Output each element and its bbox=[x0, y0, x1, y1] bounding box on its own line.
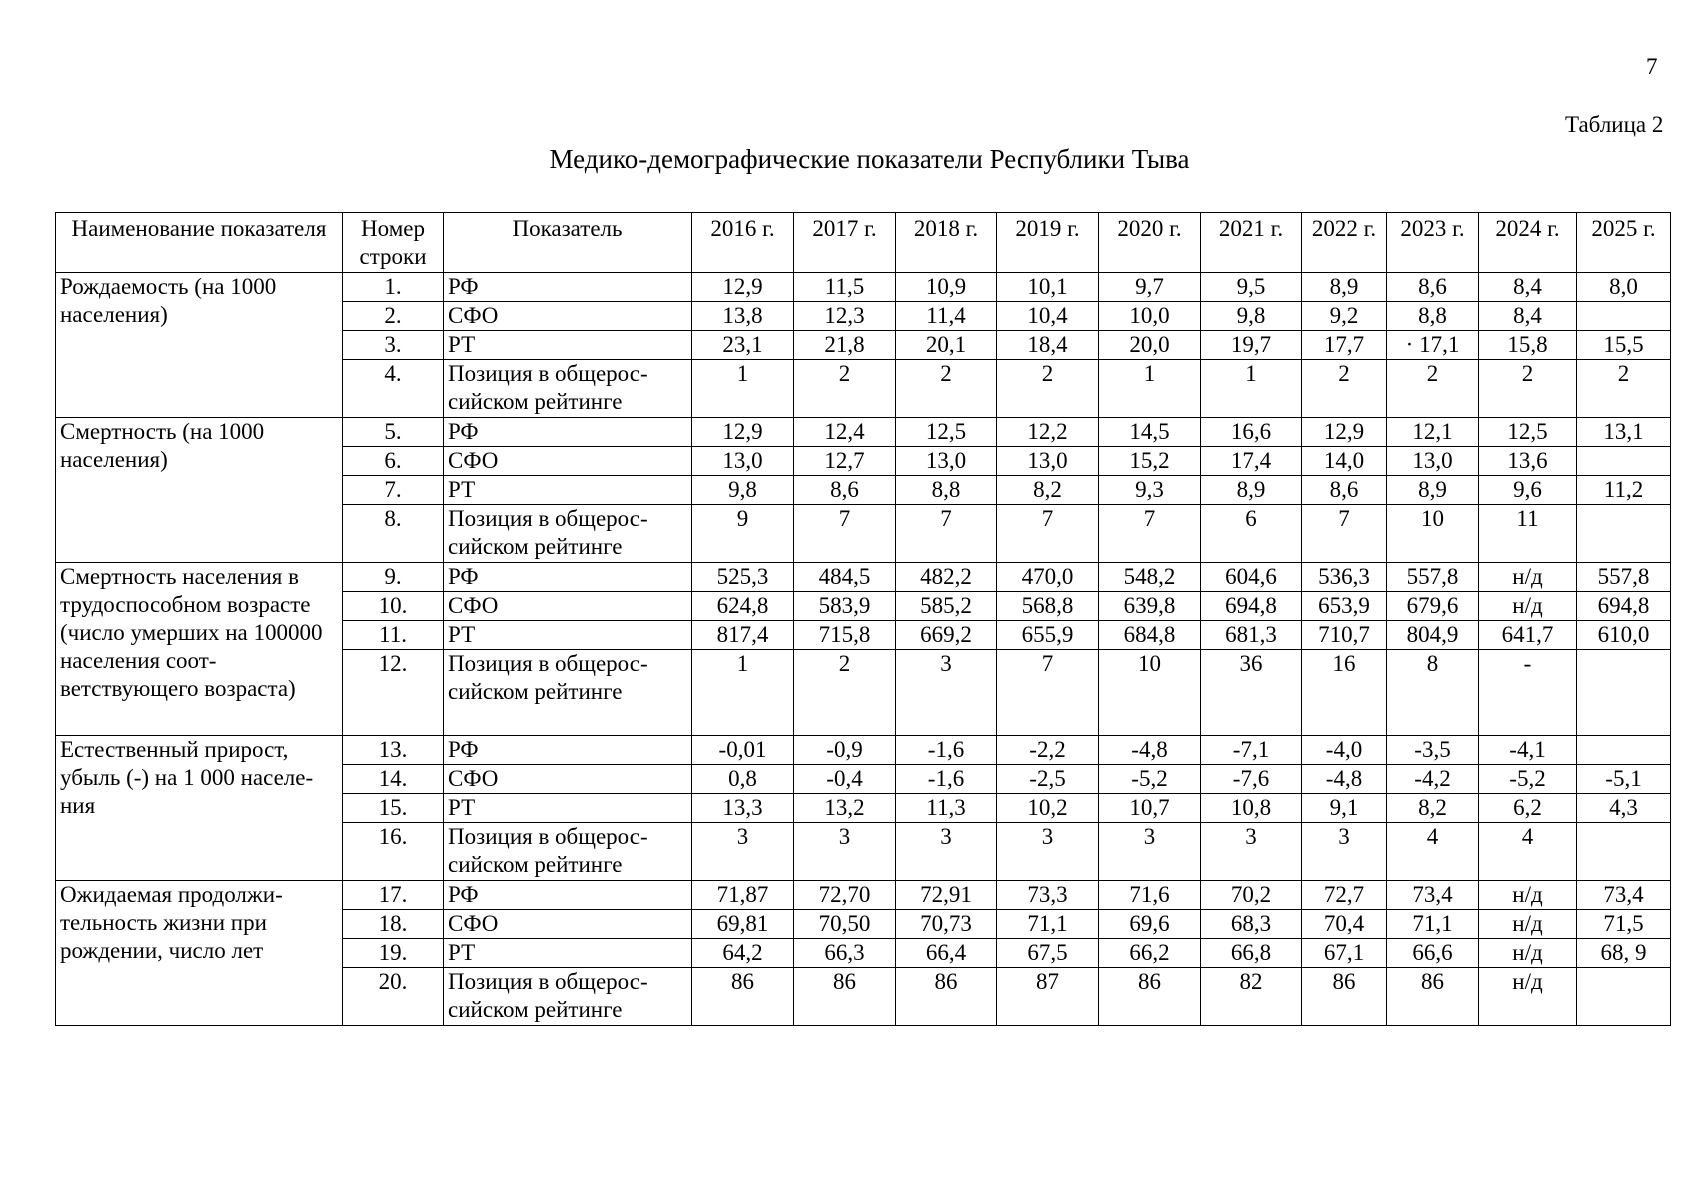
indicator-label: РТ bbox=[444, 476, 692, 505]
value-cell: 68, 9 bbox=[1577, 939, 1671, 968]
value-cell: 13,0 bbox=[1387, 447, 1479, 476]
value-cell: 8,8 bbox=[1387, 302, 1479, 331]
value-cell: 70,50 bbox=[794, 910, 896, 939]
value-cell: 7 bbox=[997, 650, 1099, 736]
indicator-label: СФО bbox=[444, 302, 692, 331]
value-cell: 86 bbox=[1099, 968, 1201, 1026]
value-cell: -7,1 bbox=[1201, 736, 1302, 765]
value-cell: · 17,1 bbox=[1387, 331, 1479, 360]
value-cell: 86 bbox=[896, 968, 997, 1026]
value-cell: 64,2 bbox=[692, 939, 794, 968]
value-cell: 3 bbox=[1302, 823, 1387, 881]
value-cell: 10 bbox=[1099, 650, 1201, 736]
value-cell: 8,2 bbox=[997, 476, 1099, 505]
indicator-label: РТ bbox=[444, 939, 692, 968]
value-cell: 9,8 bbox=[692, 476, 794, 505]
value-cell: 9,5 bbox=[1201, 273, 1302, 302]
value-cell: 13,3 bbox=[692, 794, 794, 823]
value-cell: -1,6 bbox=[896, 765, 997, 794]
value-cell: н/д bbox=[1479, 968, 1577, 1026]
row-number: 7. bbox=[343, 476, 444, 505]
value-cell: 7 bbox=[1099, 505, 1201, 563]
value-cell: 0,8 bbox=[692, 765, 794, 794]
value-cell: 82 bbox=[1201, 968, 1302, 1026]
value-cell: 715,8 bbox=[794, 621, 896, 650]
indicator-label: РФ bbox=[444, 881, 692, 910]
value-cell: 2 bbox=[997, 360, 1099, 418]
value-cell: 12,9 bbox=[1302, 418, 1387, 447]
value-cell: 641,7 bbox=[1479, 621, 1577, 650]
value-cell: 694,8 bbox=[1577, 592, 1671, 621]
indicator-label: СФО bbox=[444, 765, 692, 794]
row-number: 15. bbox=[343, 794, 444, 823]
value-cell: 13,2 bbox=[794, 794, 896, 823]
value-cell: 653,9 bbox=[1302, 592, 1387, 621]
value-cell: 2 bbox=[794, 360, 896, 418]
value-cell: 10,1 bbox=[997, 273, 1099, 302]
value-cell: 557,8 bbox=[1577, 563, 1671, 592]
header-year: 2023 г. bbox=[1387, 213, 1479, 273]
value-cell: 679,6 bbox=[1387, 592, 1479, 621]
value-cell: 12,5 bbox=[1479, 418, 1577, 447]
value-cell: 86 bbox=[794, 968, 896, 1026]
value-cell: 15,2 bbox=[1099, 447, 1201, 476]
row-number: 11. bbox=[343, 621, 444, 650]
value-cell: 23,1 bbox=[692, 331, 794, 360]
value-cell: 20,1 bbox=[896, 331, 997, 360]
value-cell: 66,3 bbox=[794, 939, 896, 968]
value-cell: н/д bbox=[1479, 910, 1577, 939]
value-cell: 72,70 bbox=[794, 881, 896, 910]
table-label: Таблица 2 bbox=[1565, 112, 1664, 137]
value-cell: 73,4 bbox=[1387, 881, 1479, 910]
indicator-label: СФО bbox=[444, 447, 692, 476]
value-cell: 669,2 bbox=[896, 621, 997, 650]
value-cell: 3 bbox=[692, 823, 794, 881]
value-cell: 655,9 bbox=[997, 621, 1099, 650]
value-cell: 11,5 bbox=[794, 273, 896, 302]
value-cell: -5,2 bbox=[1479, 765, 1577, 794]
value-cell: 710,7 bbox=[1302, 621, 1387, 650]
value-cell: 8,6 bbox=[794, 476, 896, 505]
value-cell: 9,8 bbox=[1201, 302, 1302, 331]
value-cell: 2 bbox=[1479, 360, 1577, 418]
value-cell: 15,8 bbox=[1479, 331, 1577, 360]
value-cell: 66,2 bbox=[1099, 939, 1201, 968]
value-cell: 2 bbox=[1302, 360, 1387, 418]
value-cell: 10,9 bbox=[896, 273, 997, 302]
header-indicator: Показатель bbox=[444, 213, 692, 273]
table-row bbox=[56, 881, 1671, 910]
value-cell: 2 bbox=[1577, 360, 1671, 418]
value-cell: 71,6 bbox=[1099, 881, 1201, 910]
page-number: 7 bbox=[1646, 54, 1658, 79]
value-cell: -3,5 bbox=[1387, 736, 1479, 765]
value-cell: 12,4 bbox=[794, 418, 896, 447]
row-number: 20. bbox=[343, 968, 444, 1026]
value-cell: 2 bbox=[794, 650, 896, 736]
header-row-no: Номер строки bbox=[343, 213, 444, 273]
value-cell: 13,0 bbox=[997, 447, 1099, 476]
row-number: 19. bbox=[343, 939, 444, 968]
value-cell: 681,3 bbox=[1201, 621, 1302, 650]
value-cell: 624,8 bbox=[692, 592, 794, 621]
value-cell: 68,3 bbox=[1201, 910, 1302, 939]
indicator-label: РФ bbox=[444, 736, 692, 765]
value-cell: 536,3 bbox=[1302, 563, 1387, 592]
row-number: 18. bbox=[343, 910, 444, 939]
value-cell: 71,1 bbox=[997, 910, 1099, 939]
value-cell: -2,2 bbox=[997, 736, 1099, 765]
table-header bbox=[56, 213, 1671, 273]
value-cell: 11,3 bbox=[896, 794, 997, 823]
demographics-table bbox=[55, 212, 1671, 1026]
value-cell: 10,0 bbox=[1099, 302, 1201, 331]
group-name: Рождаемость (на 1000 населения) bbox=[56, 273, 343, 418]
row-number: 4. bbox=[343, 360, 444, 418]
value-cell: 7 bbox=[1302, 505, 1387, 563]
value-cell: 70,4 bbox=[1302, 910, 1387, 939]
value-cell: 684,8 bbox=[1099, 621, 1201, 650]
value-cell: -0,01 bbox=[692, 736, 794, 765]
value-cell: 87 bbox=[997, 968, 1099, 1026]
value-cell: 67,5 bbox=[997, 939, 1099, 968]
value-cell: 1 bbox=[692, 360, 794, 418]
value-cell bbox=[1577, 447, 1671, 476]
value-cell: 10,2 bbox=[997, 794, 1099, 823]
row-number: 6. bbox=[343, 447, 444, 476]
indicator-label: РТ bbox=[444, 621, 692, 650]
header-year: 2017 г. bbox=[794, 213, 896, 273]
value-cell: 66,6 bbox=[1387, 939, 1479, 968]
header-year: 2018 г. bbox=[896, 213, 997, 273]
value-cell: 73,4 bbox=[1577, 881, 1671, 910]
row-number: 14. bbox=[343, 765, 444, 794]
value-cell: 71,1 bbox=[1387, 910, 1479, 939]
value-cell: 7 bbox=[896, 505, 997, 563]
value-cell: 8,0 bbox=[1577, 273, 1671, 302]
value-cell: 10,7 bbox=[1099, 794, 1201, 823]
indicator-label: Позиция в общерос-сийском рейтинге bbox=[444, 823, 692, 881]
row-number: 3. bbox=[343, 331, 444, 360]
indicator-label: Позиция в общерос-сийском рейтинге bbox=[444, 968, 692, 1026]
value-cell: 14,5 bbox=[1099, 418, 1201, 447]
header-year: 2024 г. bbox=[1479, 213, 1577, 273]
value-cell: -5,2 bbox=[1099, 765, 1201, 794]
value-cell: 16 bbox=[1302, 650, 1387, 736]
value-cell: 639,8 bbox=[1099, 592, 1201, 621]
value-cell: 557,8 bbox=[1387, 563, 1479, 592]
value-cell: -5,1 bbox=[1577, 765, 1671, 794]
value-cell bbox=[1577, 968, 1671, 1026]
value-cell: 583,9 bbox=[794, 592, 896, 621]
value-cell: 4 bbox=[1387, 823, 1479, 881]
value-cell bbox=[1577, 823, 1671, 881]
value-cell: 6,2 bbox=[1479, 794, 1577, 823]
value-cell: 8,4 bbox=[1479, 273, 1577, 302]
value-cell: 69,81 bbox=[692, 910, 794, 939]
value-cell: 13,6 bbox=[1479, 447, 1577, 476]
value-cell: 86 bbox=[692, 968, 794, 1026]
value-cell: 72,7 bbox=[1302, 881, 1387, 910]
value-cell: 36 bbox=[1201, 650, 1302, 736]
value-cell: 8 bbox=[1387, 650, 1479, 736]
value-cell: 86 bbox=[1387, 968, 1479, 1026]
row-number: 10. bbox=[343, 592, 444, 621]
value-cell bbox=[1577, 736, 1671, 765]
header-year: 2022 г. bbox=[1302, 213, 1387, 273]
value-cell: 13,0 bbox=[692, 447, 794, 476]
value-cell: 9,3 bbox=[1099, 476, 1201, 505]
value-cell: 804,9 bbox=[1387, 621, 1479, 650]
table-row bbox=[56, 418, 1671, 447]
value-cell: -4,0 bbox=[1302, 736, 1387, 765]
value-cell: 13,1 bbox=[1577, 418, 1671, 447]
group-name: Смертность населения в трудоспособном возрасте (число умерших на 100000 населения соот-ветствующего возраста) bbox=[56, 563, 343, 736]
value-cell: 3 bbox=[997, 823, 1099, 881]
value-cell: 8,6 bbox=[1302, 476, 1387, 505]
value-cell: н/д bbox=[1479, 563, 1577, 592]
value-cell: 8,4 bbox=[1479, 302, 1577, 331]
value-cell: 9,2 bbox=[1302, 302, 1387, 331]
value-cell: 12,1 bbox=[1387, 418, 1479, 447]
value-cell: 7 bbox=[794, 505, 896, 563]
indicator-label: РТ bbox=[444, 794, 692, 823]
value-cell: 11 bbox=[1479, 505, 1577, 563]
value-cell: 9,6 bbox=[1479, 476, 1577, 505]
value-cell: 15,5 bbox=[1577, 331, 1671, 360]
header-year: 2019 г. bbox=[997, 213, 1099, 273]
value-cell: 71,87 bbox=[692, 881, 794, 910]
value-cell: -0,9 bbox=[794, 736, 896, 765]
value-cell: -4,2 bbox=[1387, 765, 1479, 794]
value-cell: 817,4 bbox=[692, 621, 794, 650]
value-cell: 66,4 bbox=[896, 939, 997, 968]
table-row bbox=[56, 563, 1671, 592]
value-cell: 610,0 bbox=[1577, 621, 1671, 650]
value-cell: 14,0 bbox=[1302, 447, 1387, 476]
row-number: 16. bbox=[343, 823, 444, 881]
group-name: Естественный прирост, убыль (-) на 1 000 населе-ния bbox=[56, 736, 343, 881]
header-year: 2021 г. bbox=[1201, 213, 1302, 273]
value-cell: 8,2 bbox=[1387, 794, 1479, 823]
value-cell bbox=[1577, 650, 1671, 736]
value-cell: 2 bbox=[896, 360, 997, 418]
value-cell: 17,4 bbox=[1201, 447, 1302, 476]
row-number: 9. bbox=[343, 563, 444, 592]
value-cell: 69,6 bbox=[1099, 910, 1201, 939]
value-cell: - bbox=[1479, 650, 1577, 736]
value-cell: н/д bbox=[1479, 939, 1577, 968]
value-cell: 4,3 bbox=[1577, 794, 1671, 823]
value-cell: 694,8 bbox=[1201, 592, 1302, 621]
value-cell bbox=[1577, 302, 1671, 331]
group-name: Смертность (на 1000 населения) bbox=[56, 418, 343, 563]
value-cell: 1 bbox=[1201, 360, 1302, 418]
value-cell bbox=[1577, 505, 1671, 563]
value-cell: 12,9 bbox=[692, 273, 794, 302]
indicator-label: СФО bbox=[444, 592, 692, 621]
group-name: Ожидаемая продолжи-тельность жизни при рождении, число лет bbox=[56, 881, 343, 1026]
value-cell: 1 bbox=[1099, 360, 1201, 418]
row-number: 13. bbox=[343, 736, 444, 765]
value-cell: 470,0 bbox=[997, 563, 1099, 592]
indicator-label: Позиция в общерос-сийском рейтинге bbox=[444, 360, 692, 418]
value-cell: 67,1 bbox=[1302, 939, 1387, 968]
value-cell: 70,73 bbox=[896, 910, 997, 939]
value-cell: 17,7 bbox=[1302, 331, 1387, 360]
header-year: 2025 г. bbox=[1577, 213, 1671, 273]
header-name: Наименование показателя bbox=[56, 213, 343, 273]
indicator-label: РФ bbox=[444, 563, 692, 592]
indicator-label: РФ bbox=[444, 273, 692, 302]
value-cell: 12,7 bbox=[794, 447, 896, 476]
header-year: 2020 г. bbox=[1099, 213, 1201, 273]
value-cell: 9 bbox=[692, 505, 794, 563]
value-cell: 8,9 bbox=[1302, 273, 1387, 302]
indicator-label: РФ bbox=[444, 418, 692, 447]
value-cell: -0,4 bbox=[794, 765, 896, 794]
table-row bbox=[56, 273, 1671, 302]
value-cell: 548,2 bbox=[1099, 563, 1201, 592]
value-cell: -4,8 bbox=[1099, 736, 1201, 765]
value-cell: 12,9 bbox=[692, 418, 794, 447]
value-cell: 6 bbox=[1201, 505, 1302, 563]
row-number: 8. bbox=[343, 505, 444, 563]
value-cell: 3 bbox=[896, 650, 997, 736]
indicator-label: СФО bbox=[444, 910, 692, 939]
value-cell: 11,2 bbox=[1577, 476, 1671, 505]
row-number: 1. bbox=[343, 273, 444, 302]
value-cell: -4,1 bbox=[1479, 736, 1577, 765]
value-cell: 585,2 bbox=[896, 592, 997, 621]
value-cell: 10 bbox=[1387, 505, 1479, 563]
row-number: 2. bbox=[343, 302, 444, 331]
value-cell: 604,6 bbox=[1201, 563, 1302, 592]
value-cell: 13,0 bbox=[896, 447, 997, 476]
value-cell: 2 bbox=[1387, 360, 1479, 418]
value-cell: 7 bbox=[997, 505, 1099, 563]
value-cell: 8,9 bbox=[1201, 476, 1302, 505]
value-cell: 484,5 bbox=[794, 563, 896, 592]
value-cell: -2,5 bbox=[997, 765, 1099, 794]
value-cell: 10,8 bbox=[1201, 794, 1302, 823]
value-cell: 16,6 bbox=[1201, 418, 1302, 447]
value-cell: 9,1 bbox=[1302, 794, 1387, 823]
value-cell: 3 bbox=[1099, 823, 1201, 881]
value-cell: 525,3 bbox=[692, 563, 794, 592]
value-cell: -4,8 bbox=[1302, 765, 1387, 794]
value-cell: 20,0 bbox=[1099, 331, 1201, 360]
row-number: 12. bbox=[343, 650, 444, 736]
value-cell: 12,2 bbox=[997, 418, 1099, 447]
value-cell: 568,8 bbox=[997, 592, 1099, 621]
row-number: 17. bbox=[343, 881, 444, 910]
indicator-label: РТ bbox=[444, 331, 692, 360]
value-cell: 18,4 bbox=[997, 331, 1099, 360]
header-row bbox=[56, 213, 1671, 273]
value-cell: 10,4 bbox=[997, 302, 1099, 331]
header-year: 2016 г. bbox=[692, 213, 794, 273]
value-cell: 8,6 bbox=[1387, 273, 1479, 302]
value-cell: н/д bbox=[1479, 592, 1577, 621]
value-cell: 70,2 bbox=[1201, 881, 1302, 910]
value-cell: 4 bbox=[1479, 823, 1577, 881]
value-cell: 3 bbox=[794, 823, 896, 881]
value-cell: 71,5 bbox=[1577, 910, 1671, 939]
value-cell: 66,8 bbox=[1201, 939, 1302, 968]
value-cell: -7,6 bbox=[1201, 765, 1302, 794]
value-cell: 12,5 bbox=[896, 418, 997, 447]
indicator-label: Позиция в общерос-сийском рейтинге bbox=[444, 505, 692, 563]
table-body bbox=[56, 273, 1671, 1026]
value-cell: 1 bbox=[692, 650, 794, 736]
value-cell: 73,3 bbox=[997, 881, 1099, 910]
value-cell: 72,91 bbox=[896, 881, 997, 910]
value-cell: 8,8 bbox=[896, 476, 997, 505]
value-cell: 21,8 bbox=[794, 331, 896, 360]
table-title: Медико-демографические показатели Республики Тыва bbox=[549, 144, 1190, 174]
value-cell: 86 bbox=[1302, 968, 1387, 1026]
value-cell: 3 bbox=[896, 823, 997, 881]
row-number: 5. bbox=[343, 418, 444, 447]
indicator-label: Позиция в общерос-сийском рейтинге bbox=[444, 650, 692, 736]
value-cell: н/д bbox=[1479, 881, 1577, 910]
value-cell: 19,7 bbox=[1201, 331, 1302, 360]
value-cell: 9,7 bbox=[1099, 273, 1201, 302]
value-cell: -1,6 bbox=[896, 736, 997, 765]
value-cell: 8,9 bbox=[1387, 476, 1479, 505]
value-cell: 12,3 bbox=[794, 302, 896, 331]
table-row bbox=[56, 736, 1671, 765]
value-cell: 3 bbox=[1201, 823, 1302, 881]
value-cell: 13,8 bbox=[692, 302, 794, 331]
value-cell: 11,4 bbox=[896, 302, 997, 331]
value-cell: 482,2 bbox=[896, 563, 997, 592]
